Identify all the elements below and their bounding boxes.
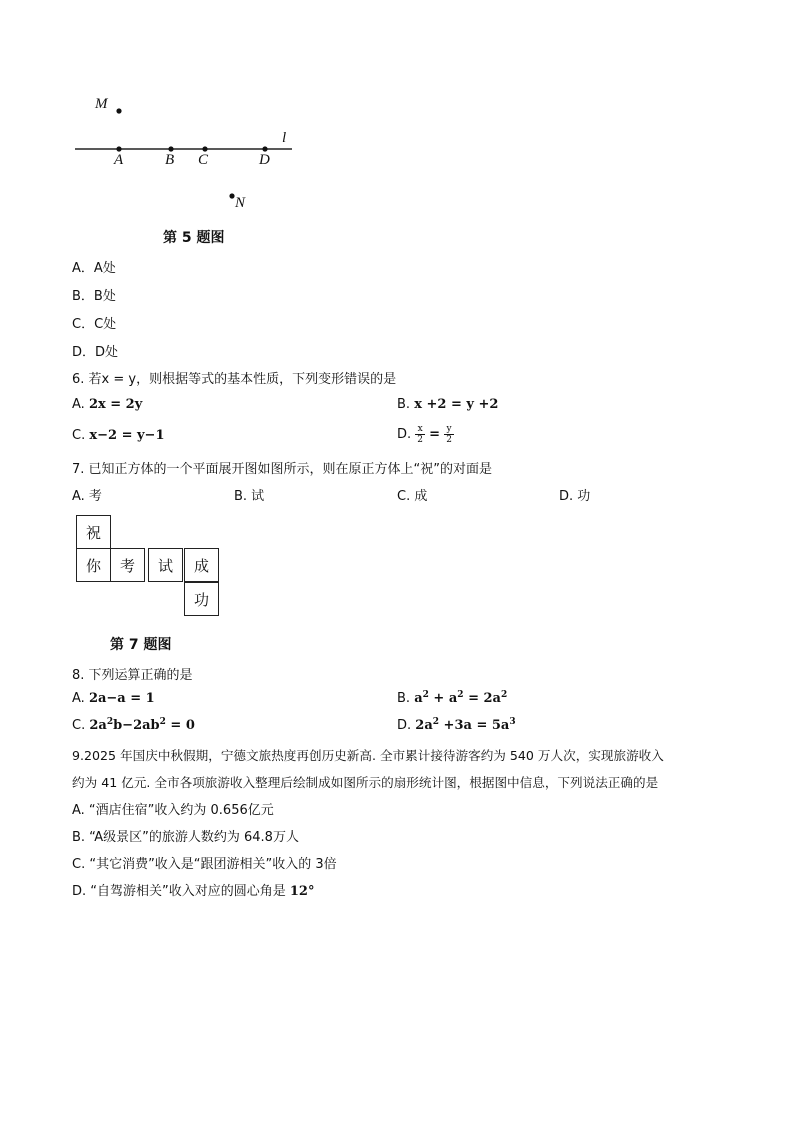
q9-option-a: A. “酒店住宿”收入约为 0.656亿元 xyxy=(72,803,274,818)
point-m-dot xyxy=(116,108,121,113)
q7-option-b: B. 试 xyxy=(234,489,265,504)
net-cell-shi: 试 xyxy=(148,548,183,582)
q9-option-d xyxy=(72,880,314,899)
q6-option-b-prefix: B. xyxy=(397,397,411,412)
q6-fraction-right xyxy=(444,424,454,445)
q8-b-part2: + a xyxy=(428,691,458,706)
point-b-dot xyxy=(168,146,173,151)
label-l: l xyxy=(282,130,287,146)
q6-stem: 6. 若x = y，则根据等式的基本性质，下列变形错误的是 xyxy=(72,372,397,387)
q8-b-sup1: 2 xyxy=(422,690,429,700)
net-cell-zhu: 祝 xyxy=(76,515,111,549)
q8-c-sup2: 2 xyxy=(159,717,166,727)
q6-option-d-prefix: D. xyxy=(397,427,412,442)
q9-stem-line1: 9.2025 年国庆中秋假期，宁德文旅热度再创历史新高. 全市累计接待游客约为 540 万人次，实现旅游收入 xyxy=(72,748,664,763)
q8-option-c-expr xyxy=(89,718,195,733)
label-b: B xyxy=(165,152,175,168)
q9-stem-line2: 约为 41 亿元. 全市各项旅游收入整理后绘制成如图所示的扇形统计图，根据图中信息，下列说法正确的是 xyxy=(72,775,659,790)
q8-b-part1: a xyxy=(414,691,423,706)
q8-option-c xyxy=(72,718,195,733)
q6-option-a xyxy=(72,397,142,412)
q8-b-sup3: 2 xyxy=(500,690,508,700)
q6-fraction-left xyxy=(415,424,425,445)
q8-option-d xyxy=(397,718,516,733)
q7-option-d: D. 功 xyxy=(559,489,591,504)
q8-d-sup1: 2 xyxy=(432,717,440,727)
q8-option-c-prefix: C. xyxy=(72,718,86,733)
q8-b-sup2: 2 xyxy=(457,690,464,700)
q8-c-part2: b−2ab xyxy=(113,718,160,733)
q9-option-d-text: D. “自驾游相关”收入对应的圆心角是 xyxy=(72,884,290,899)
net-cell-kao: 考 xyxy=(110,548,145,582)
q8-stem: 8. 下列运算正确的是 xyxy=(72,668,193,683)
q5-option-d: D．D处 xyxy=(72,345,119,360)
point-a-dot xyxy=(116,146,121,151)
q6-option-d xyxy=(397,424,454,445)
q8-option-b xyxy=(397,691,507,706)
q7-option-a: A. 考 xyxy=(72,489,102,504)
q9-option-d-value: 12° xyxy=(289,884,315,899)
label-n: N xyxy=(235,195,246,211)
q6-fraction-right-den: 2 xyxy=(446,435,452,445)
q6-option-c-prefix: C. xyxy=(72,428,86,443)
point-c-dot xyxy=(202,146,207,151)
label-c: C xyxy=(198,152,209,168)
point-d-dot xyxy=(262,146,267,151)
q8-d-part2: +3a = 5a xyxy=(439,718,510,733)
q8-c-sup1: 2 xyxy=(106,717,114,727)
q5-caption: 第 5 题图 xyxy=(163,230,225,246)
q6-option-b xyxy=(397,397,498,412)
point-n-dot xyxy=(229,193,234,198)
label-m: M xyxy=(95,96,108,112)
q8-d-sup2: 3 xyxy=(509,717,516,727)
net-cell-ni: 你 xyxy=(76,548,111,582)
label-a: A xyxy=(114,152,124,168)
q7-stem: 7. 已知正方体的一个平面展开图如图所示，则在原正方体上“祝”的对面是 xyxy=(72,462,493,477)
q8-option-a-prefix: A. xyxy=(72,691,85,706)
q6-option-c xyxy=(72,428,164,443)
q6-option-d-eq: = xyxy=(429,427,441,442)
q7-caption: 第 7 题图 xyxy=(110,637,172,653)
q8-option-a xyxy=(72,691,155,706)
q8-option-a-expr: 2a−a = 1 xyxy=(88,691,155,706)
q5-option-a: A．A处 xyxy=(72,261,116,276)
q8-option-b-expr xyxy=(414,691,507,706)
q8-c-part3: = 0 xyxy=(165,718,195,733)
q8-option-b-prefix: B. xyxy=(397,691,411,706)
q8-option-d-expr xyxy=(415,718,515,733)
q9-option-b: B. “A级景区”的旅游人数约为 64.8万人 xyxy=(72,830,299,845)
q5-option-c: C．C处 xyxy=(72,317,117,332)
q8-b-part3: = 2a xyxy=(463,691,501,706)
q6-option-c-expr: x−2 = y−1 xyxy=(89,428,165,443)
q5-option-b: B．B处 xyxy=(72,289,116,304)
q7-option-c: C. 成 xyxy=(397,489,428,504)
net-cell-cheng: 成 xyxy=(184,548,219,582)
q6-fraction-right-num: y xyxy=(444,424,454,435)
label-d: D xyxy=(259,152,270,168)
q6-option-b-expr: x +2 = y +2 xyxy=(414,397,499,412)
q6-fraction-left-num: x xyxy=(415,424,425,435)
q6-option-a-prefix: A. xyxy=(72,397,85,412)
q8-d-part1: 2a xyxy=(415,718,433,733)
q8-option-d-prefix: D. xyxy=(397,718,412,733)
q9-option-c: C. “其它消费”收入是“跟团游相关”收入的 3倍 xyxy=(72,857,337,872)
q6-fraction-left-den: 2 xyxy=(417,435,424,445)
net-cell-gong: 功 xyxy=(184,582,219,616)
q6-option-a-expr: 2x = 2y xyxy=(88,397,143,412)
q8-c-part1: 2a xyxy=(89,718,107,733)
